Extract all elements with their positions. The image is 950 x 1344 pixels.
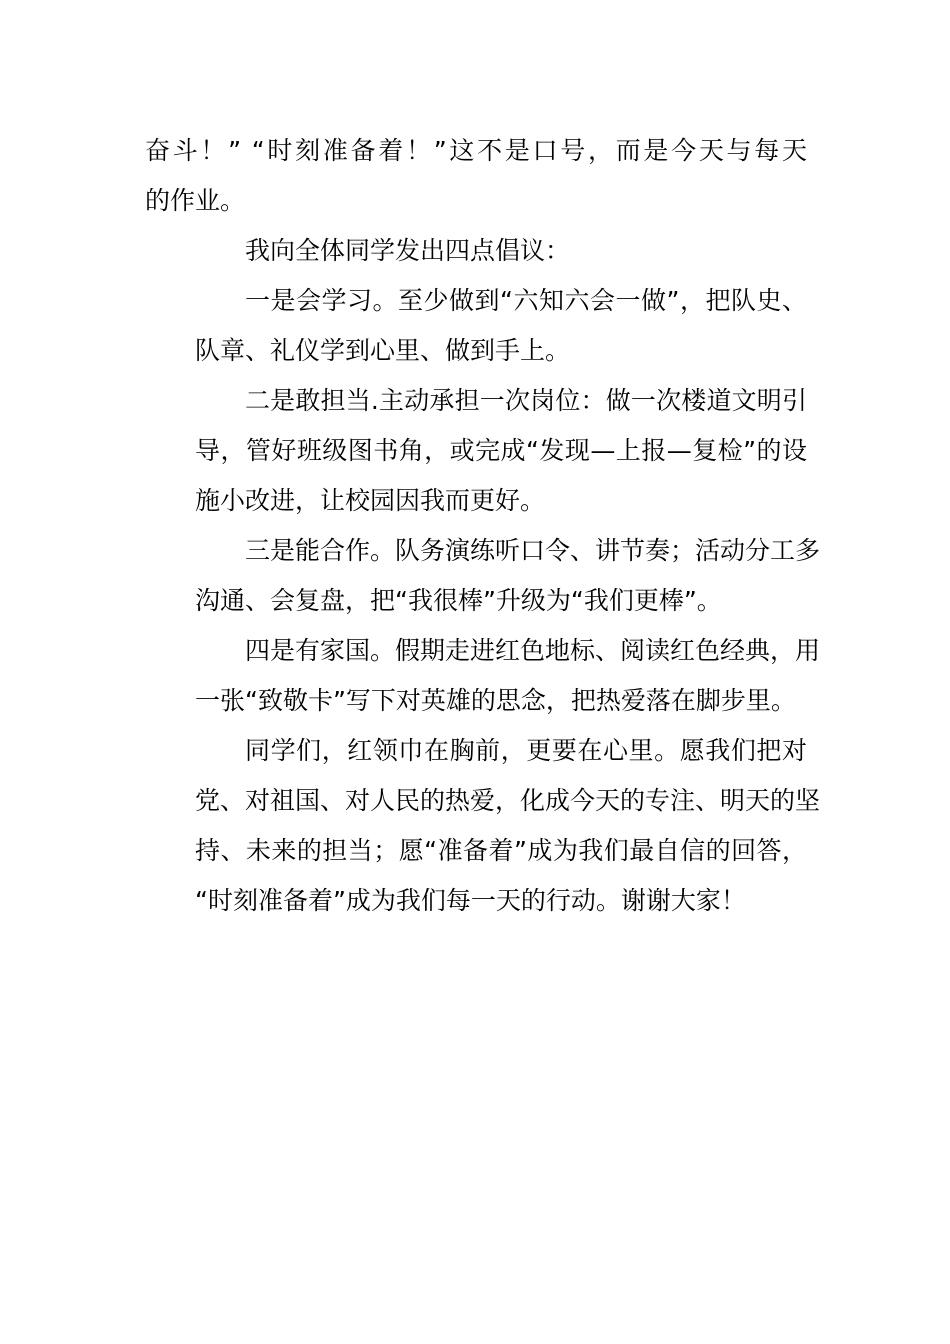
paragraph-continued-intro: [145, 126, 807, 226]
text-line: 导，管好班级图书角，或完成“发现—上报—复检”的设: [195, 436, 807, 465]
paragraph-proposal-intro: [145, 226, 807, 276]
paragraph-proposal-patriotism: [145, 626, 821, 726]
text-line: 一张“致敬卡”写下对英雄的思念，把热爱落在脚步里。: [195, 686, 796, 715]
text-line: 队章、礼仪学到心里、做到手上。: [195, 336, 571, 365]
speech-text-body: [145, 126, 821, 926]
text-line: 四是有家国。假期走进红色地标、阅读红色经典，用: [245, 636, 821, 665]
text-line: 沟通、会复盘，把“我很棒”升级为“我们更棒”。: [195, 586, 722, 615]
paragraph-proposal-learning: [145, 276, 807, 376]
text-line: 我向全体同学发出四点倡议：: [245, 236, 571, 265]
text-line: 持、未来的担当；愿“准备着”成为我们最自信的回答，: [195, 836, 807, 865]
text-line: 同学们，红领巾在胸前，更要在心里。愿我们把对: [245, 736, 807, 765]
text-line: 一是会学习。至少做到“六知六会一做”，把队史、: [245, 286, 807, 315]
text-line: 施小改进，让校园因我而更好。: [195, 486, 546, 515]
text-line: 的作业。: [145, 186, 246, 215]
text-line: 党、对祖国、对人民的热爱，化成今天的专注、明天的坚: [195, 786, 821, 815]
paragraph-proposal-cooperation: [145, 526, 821, 626]
paragraph-closing: [145, 726, 821, 926]
paragraph-proposal-responsibility: [145, 376, 807, 526]
text-line: 三是能合作。队务演练听口令、讲节奏；活动分工多: [245, 536, 821, 565]
text-line: 二是敢担当.主动承担一次岗位：做一次楼道文明引: [245, 386, 807, 415]
text-line: 奋斗！” “时刻准备着！”这不是口号，而是今天与每天: [145, 136, 807, 165]
text-line: “时刻准备着”成为我们每一天的行动。谢谢大家！: [195, 886, 746, 915]
